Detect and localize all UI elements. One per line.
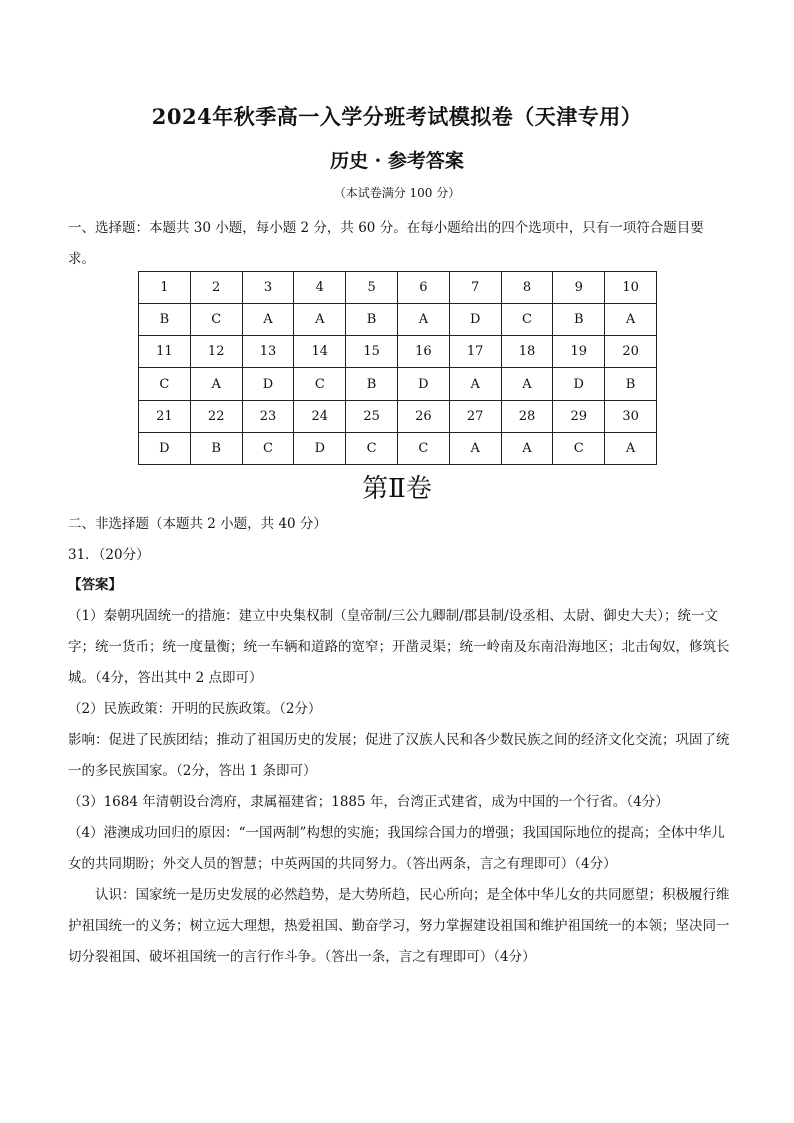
- answer-cell: C: [294, 368, 346, 400]
- answer-row: [139, 304, 657, 336]
- question-number-cell: 13: [242, 336, 294, 368]
- answer-cell: B: [346, 368, 398, 400]
- answer-cell: D: [553, 368, 605, 400]
- page-title: 2024年秋季高一入学分班考试模拟卷（天津专用）: [151, 104, 643, 129]
- question31-label: 31．（20分）: [68, 547, 150, 563]
- answer-cell: A: [397, 304, 449, 336]
- question-number-cell: 6: [397, 272, 449, 304]
- score-note: （本试卷满分 100 分）: [333, 186, 461, 200]
- answer-cell: A: [501, 368, 553, 400]
- answer-cell: C: [242, 432, 294, 464]
- answer-cell: B: [605, 368, 657, 400]
- answer-cell: A: [190, 368, 242, 400]
- answer-row: [139, 432, 657, 464]
- answer-cell: D: [294, 432, 346, 464]
- answer-cell: C: [139, 368, 191, 400]
- section1-instruction: 一、选择题：本题共 30 小题，每小题 2 分，共 60 分。在每小题给出的四个选项中，只有一项符合题目要求。: [68, 220, 704, 267]
- question-number-cell: 26: [397, 400, 449, 432]
- question-number-cell: 14: [294, 336, 346, 368]
- answer-cell: C: [190, 304, 242, 336]
- answer-cell: A: [605, 432, 657, 464]
- question-number-cell: 25: [346, 400, 398, 432]
- question-number-cell: 20: [605, 336, 657, 368]
- question-number-cell: 10: [605, 272, 657, 304]
- answer-cell: A: [605, 304, 657, 336]
- section2-title: 二、非选择题（本题共 2 小题，共 40 分）: [68, 516, 327, 532]
- answer-cell: C: [346, 432, 398, 464]
- question-number-row: [139, 400, 657, 432]
- answer-cell: B: [346, 304, 398, 336]
- answer-cell: B: [553, 304, 605, 336]
- answer-cell: D: [242, 368, 294, 400]
- question-number-cell: 18: [501, 336, 553, 368]
- question-number-cell: 28: [501, 400, 553, 432]
- page-subtitle: 历史 · 参考答案: [330, 150, 464, 172]
- question-number-cell: 21: [139, 400, 191, 432]
- answer-cell: C: [553, 432, 605, 464]
- question-number-cell: 9: [553, 272, 605, 304]
- answer-part4: （4）港澳成功回归的原因：“一国两制”构想的实施；我国综合国力的增强；我国国际地位的提高；全体中华儿女的共同期盼；外交人员的智慧；中英两国的共同努力。（答出两条，言之有理即可）（4分）: [68, 825, 725, 872]
- answer-table: [138, 271, 657, 465]
- answer-table-body: [139, 272, 657, 465]
- answer-row: [139, 368, 657, 400]
- question-number-cell: 16: [397, 336, 449, 368]
- question-number-cell: 23: [242, 400, 294, 432]
- answer-part2-impact: 影响：促进了民族团结；推动了祖国历史的发展；促进了汉族人民和各少数民族之间的经济文化交流；巩固了统一的多民族国家。（2分，答出 1 条即可）: [68, 732, 730, 779]
- answer-cell: A: [242, 304, 294, 336]
- question-number-cell: 17: [449, 336, 501, 368]
- question-number-cell: 7: [449, 272, 501, 304]
- question-number-cell: 22: [190, 400, 242, 432]
- answer-part1: （1）秦朝巩固统一的措施：建立中央集权制（皇帝制/三公九卿制/郡县制/设丞相、太尉、御史大夫）；统一文字；统一货币；统一度量衡；统一车辆和道路的宽窄；开凿灵渠；统一岭南及东南沿海地区；北击匈奴，修筑长城。（4分，答出其中 2 点即可）: [68, 608, 730, 686]
- question-number-cell: 5: [346, 272, 398, 304]
- answer-cell: B: [139, 304, 191, 336]
- answer-cell: D: [449, 304, 501, 336]
- question-number-cell: 30: [605, 400, 657, 432]
- question-number-cell: 4: [294, 272, 346, 304]
- answer-cell: A: [294, 304, 346, 336]
- answer-cell: C: [501, 304, 553, 336]
- answer-cell: A: [449, 368, 501, 400]
- answer-part2: （2）民族政策：开明的民族政策。（2分）: [68, 701, 322, 717]
- answer-understanding: 认识：国家统一是历史发展的必然趋势，是大势所趋，民心所向；是全体中华儿女的共同愿望；积极履行维护祖国统一的义务；树立远大理想，热爱祖国、勤奋学习，努力掌握建设祖国和维护祖国统一的本领；坚决同一切分裂祖国、破坏祖国统一的言行作斗争。（答出一条，言之有理即可）（4分）: [68, 887, 730, 965]
- answer-cell: C: [397, 432, 449, 464]
- question-number-row: [139, 336, 657, 368]
- question-number-cell: 1: [139, 272, 191, 304]
- question-number-cell: 11: [139, 336, 191, 368]
- question-number-cell: 3: [242, 272, 294, 304]
- part2-heading: 第Ⅱ卷: [362, 474, 432, 504]
- question-number-cell: 2: [190, 272, 242, 304]
- answer-cell: B: [190, 432, 242, 464]
- answer-label: 【答案】: [68, 577, 122, 593]
- answer-cell: D: [139, 432, 191, 464]
- answer-cell: A: [501, 432, 553, 464]
- question-number-cell: 12: [190, 336, 242, 368]
- answer-cell: D: [397, 368, 449, 400]
- question-number-cell: 29: [553, 400, 605, 432]
- answer-part3: （3）1684 年清朝设台湾府，隶属福建省；1885 年，台湾正式建省，成为中国的一个行省。（4分）: [68, 794, 669, 810]
- question-number-row: [139, 272, 657, 304]
- question-number-cell: 8: [501, 272, 553, 304]
- question-number-cell: 15: [346, 336, 398, 368]
- answer-cell: A: [449, 432, 501, 464]
- question-number-cell: 19: [553, 336, 605, 368]
- question-number-cell: 27: [449, 400, 501, 432]
- question-number-cell: 24: [294, 400, 346, 432]
